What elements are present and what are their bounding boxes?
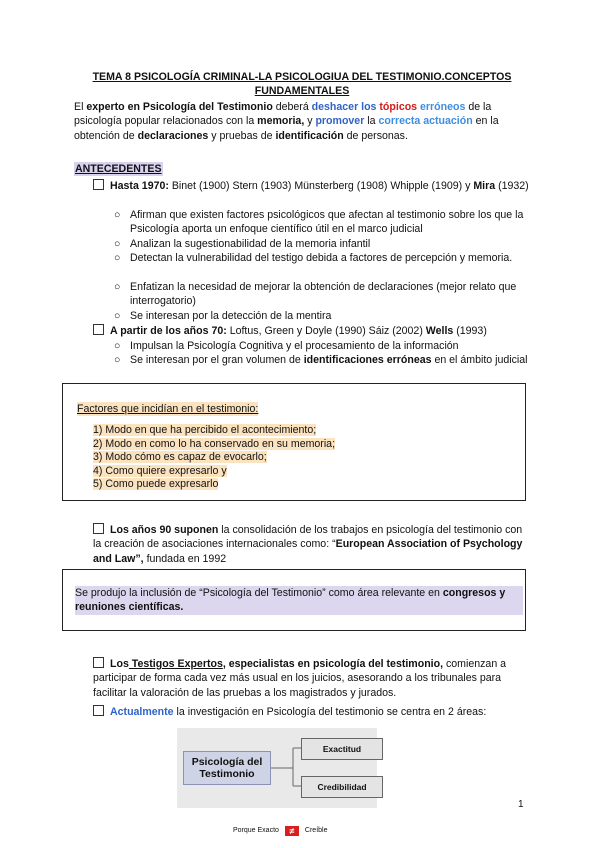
circle-bullet-icon: ○ [114, 281, 121, 293]
checkbox-icon [93, 523, 104, 534]
diagram-node-exactitud: Exactitud [301, 738, 383, 760]
list-item: 1) Modo en que ha percibido el acontecimiento; [93, 424, 317, 436]
list-item-anos-70: A partir de los años 70: Loftus, Green y Doyle (1990) Sáiz (2002) Wells (1993) [93, 324, 533, 338]
sub-bullet: ○ Se interesan por la detección de la mentira [114, 310, 332, 322]
checkbox-icon [93, 179, 104, 190]
sub-bullet: ○ Analizan la sugestionabilidad de la memoria infantil [114, 238, 371, 250]
list-item: 5) Como puede expresarlo [93, 478, 219, 490]
list-item: 2) Modo en como lo ha conservado en su memoria; [93, 437, 336, 450]
not-equal-icon: ≠ [285, 826, 299, 836]
sub-bullet: ○ Se interesan por el gran volumen de identificaciones erróneas en el ámbito judicial [114, 354, 528, 366]
factores-list [93, 424, 335, 492]
list-item-actualmente: Actualmente la investigación en Psicología del testimonio se centra en 2 áreas: [93, 705, 533, 719]
sub-bullet: ○ Detectan la vulnerabilidad del testigo debida a factores de percepción y memoria. [114, 252, 513, 264]
diagram-node-credibilidad: Credibilidad [301, 776, 383, 798]
list-item: 3) Modo cómo es capaz de evocarlo; [93, 451, 267, 463]
intro-paragraph: El experto en Psicología del Testimonio deberá deshacer los tópicos erróneos de la psicología popular relacionados con la memoria, y promover la correcta actuación en la obtención de declaraciones y pruebas de identificación de personas. [74, 101, 499, 142]
sub-bullet: ○ Enfatizan la necesidad de mejorar la obtención de declaraciones (mejor relato que interrogatorio) [114, 281, 517, 308]
inclusion-text: Se produjo la inclusión de “Psicología del Testimonio” como área relevante en congresos y reuniones científicas. [75, 586, 523, 615]
list-item-testigos-expertos: Los Testigos Expertos, especialistas en psicología del testimonio, comienzan a participar de forma cada vez más usual en los juicios, asesorando a los tribunales para facilitar la valoración de las pruebas a los magistrados y jurados. [93, 658, 507, 699]
factores-heading: Factores que incidían en el testimonio: [77, 403, 259, 415]
list-item-hasta-1970: Hasta 1970: Binet (1900) Stern (1903) Münsterberg (1908) Whipple (1909) y Mira (1932) [93, 179, 533, 193]
section-heading-antecedentes: ANTECEDENTES [75, 163, 162, 175]
factores-box [62, 383, 526, 501]
circle-bullet-icon: ○ [114, 209, 121, 221]
diagram-main-node: Psicología del Testimonio [183, 751, 271, 785]
checkbox-icon [93, 705, 104, 716]
page-title: TEMA 8 PSICOLOGÍA CRIMINAL-LA PSICOLOGIUA DEL TESTIMONIO.CONCEPTOS FUNDAMENTALES [92, 71, 512, 97]
checkbox-icon [93, 324, 104, 335]
circle-bullet-icon: ○ [114, 252, 121, 264]
circle-bullet-icon: ○ [114, 354, 121, 366]
circle-bullet-icon: ○ [114, 310, 121, 322]
checkbox-icon [93, 657, 104, 668]
inclusion-box [62, 569, 526, 631]
footer-caption: Porque Exacto ≠ Creíble [233, 826, 328, 836]
page-number: 1 [518, 799, 524, 810]
list-item: 4) Como quiere expresarlo y [93, 464, 227, 477]
sub-bullet: ○ Impulsan la Psicología Cognitiva y el procesamiento de la información [114, 340, 459, 352]
sub-bullet: ○ Afirman que existen factores psicológicos que afectan al testimonio sobre los que la Psicología aporta un enfoque científico útil en el marco judicial [114, 209, 524, 236]
circle-bullet-icon: ○ [114, 340, 121, 352]
circle-bullet-icon: ○ [114, 238, 121, 250]
list-item-anos-90: Los años 90 suponen la consolidación de los trabajos en psicología del testimonio con la creación de asociaciones internacionales como: “European Association of Psychology and Law”, fundada en 1992 [93, 524, 523, 565]
